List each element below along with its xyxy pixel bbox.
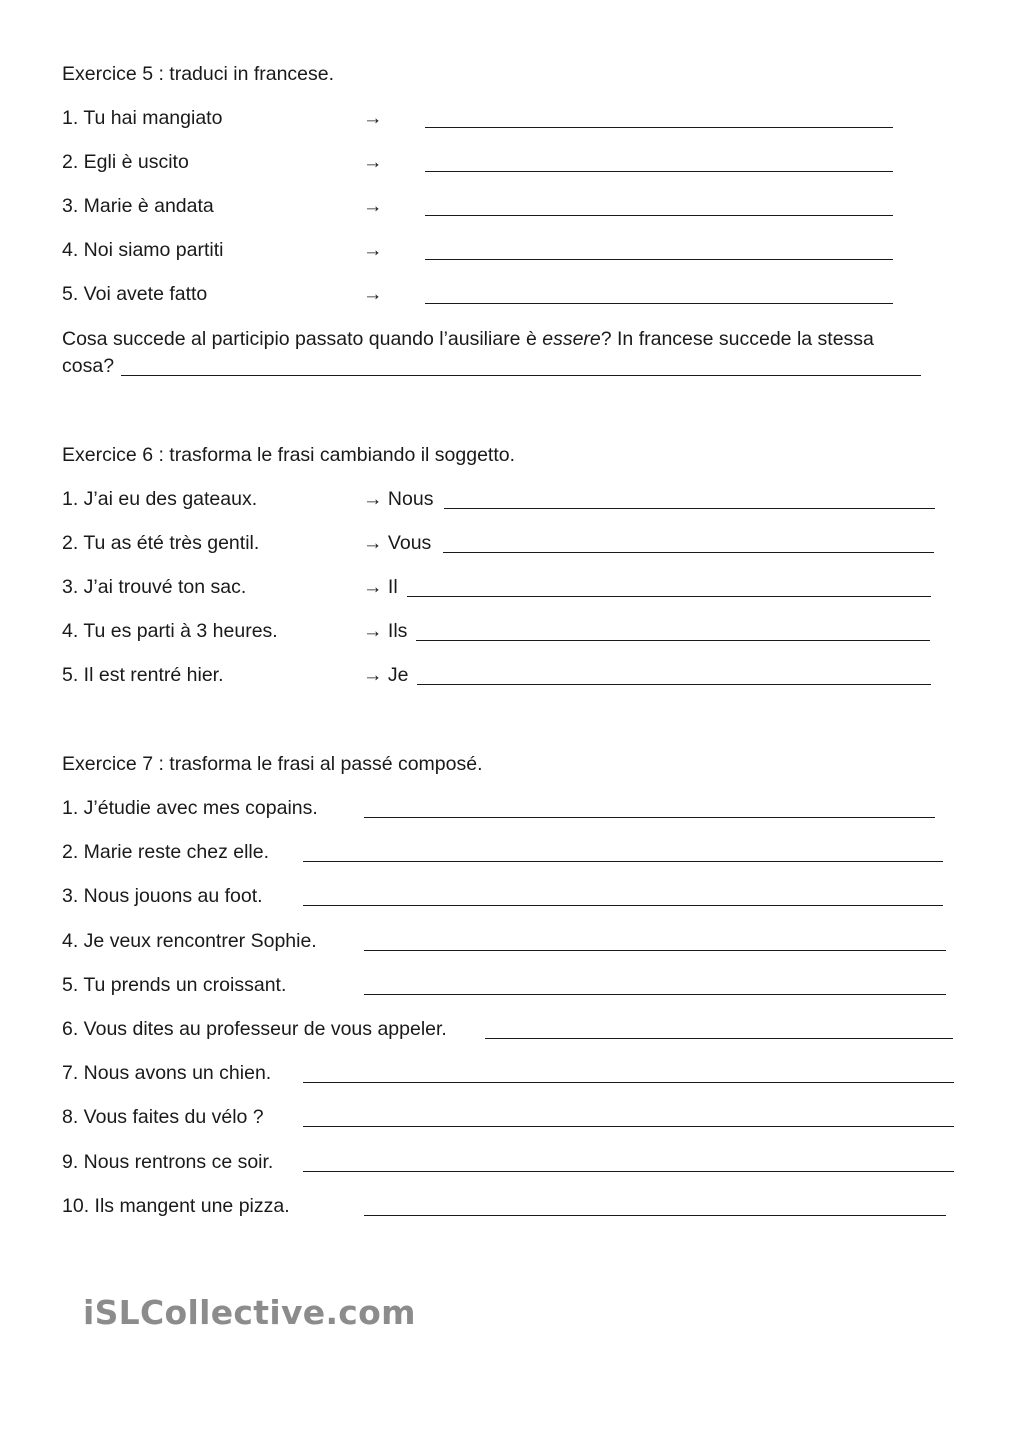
ex5-item-5: 5. Voi avete fatto [62,283,208,305]
arrow-icon: → [363,107,383,129]
ex6-answer-line-4[interactable] [416,640,930,641]
ex6-subject-5: Je [387,664,409,686]
ex6-item-1: 1. J’ai eu des gateaux. [62,488,258,510]
ex6-arrow-3 [363,578,398,598]
arrow-icon: → [363,151,383,173]
ex5-answer-line-1[interactable] [425,127,893,128]
ex6-subject-4: Ils [387,620,408,642]
ex7-answer-line-2[interactable] [303,861,943,862]
arrow-icon: → [363,664,383,686]
ex5-question-part-2: ? In francese succede la stessa [600,328,874,350]
ex7-answer-line-9[interactable] [303,1171,954,1172]
ex7-answer-line-10[interactable] [364,1215,946,1216]
ex5-answer-line-2[interactable] [425,171,893,172]
ex7-item-7: 7. Nous avons un chien. [62,1062,272,1084]
ex6-subject-2: Vous [387,532,432,554]
ex7-answer-line-4[interactable] [364,950,946,951]
exercise-5-title: Exercice 5 : traduci in francese. [62,63,335,85]
ex6-arrow-1 [363,490,433,510]
ex5-question [62,330,874,350]
exercise-6-title: Exercice 6 : trasforma le frasi cambiando il soggetto. [62,444,516,466]
ex5-answer-line-3[interactable] [425,215,893,216]
ex6-answer-line-1[interactable] [444,508,935,509]
islcollective-logo: iSLCollective.com [83,1293,416,1332]
ex7-item-10: 10. Ils mangent une pizza. [62,1195,290,1217]
arrow-icon: → [363,283,383,305]
ex6-answer-line-2[interactable] [443,552,934,553]
arrow-icon: → [363,532,383,554]
ex5-answer-line-4[interactable] [425,259,893,260]
arrow-icon: → [363,620,383,642]
arrow-icon: → [363,195,383,217]
ex6-answer-line-5[interactable] [417,684,931,685]
ex7-answer-line-1[interactable] [364,817,935,818]
ex5-item-1: 1. Tu hai mangiato [62,107,223,129]
ex6-item-4: 4. Tu es parti à 3 heures. [62,620,278,642]
ex5-question-line-2: cosa? [62,355,115,377]
ex5-answer-line-5[interactable] [425,303,893,304]
ex7-answer-line-8[interactable] [303,1126,954,1127]
ex7-answer-line-3[interactable] [303,905,943,906]
ex6-answer-line-3[interactable] [407,596,931,597]
ex5-question-answer-line[interactable] [121,375,921,376]
ex7-item-4: 4. Je veux rencontrer Sophie. [62,930,317,952]
ex7-item-3: 3. Nous jouons au foot. [62,885,263,907]
ex7-item-6: 6. Vous dites au professeur de vous appeler. [62,1018,447,1040]
arrow-icon: → [363,239,383,261]
ex5-item-2: 2. Egli è uscito [62,151,189,173]
ex5-item-4: 4. Noi siamo partiti [62,239,224,261]
ex7-answer-line-5[interactable] [364,994,946,995]
ex6-arrow-5 [363,666,409,686]
ex6-item-3: 3. J’ai trouvé ton sac. [62,576,247,598]
ex5-item-3: 3. Marie è andata [62,195,214,217]
arrow-icon: → [363,488,383,510]
arrow-icon: → [363,576,383,598]
ex7-item-1: 1. J’étudie avec mes copains. [62,797,318,819]
ex5-question-part-1: Cosa succede al participio passato quando l’ausiliare è [62,328,543,350]
exercise-7-title: Exercice 7 : trasforma le frasi al passé composé. [62,753,483,775]
ex7-answer-line-6[interactable] [485,1038,953,1039]
ex6-arrow-4 [363,622,407,642]
ex6-item-5: 5. Il est rentré hier. [62,664,224,686]
ex7-item-8: 8. Vous faites du vélo ? [62,1106,264,1128]
ex6-item-2: 2. Tu as été très gentil. [62,532,260,554]
ex6-subject-3: Il [387,576,398,598]
ex5-question-italic: essere [542,328,601,350]
ex7-answer-line-7[interactable] [303,1082,954,1083]
ex6-subject-1: Nous [387,488,434,510]
ex7-item-5: 5. Tu prends un croissant. [62,974,287,996]
ex7-item-2: 2. Marie reste chez elle. [62,841,270,863]
ex6-arrow-2 [363,534,431,554]
ex7-item-9: 9. Nous rentrons ce soir. [62,1151,274,1173]
